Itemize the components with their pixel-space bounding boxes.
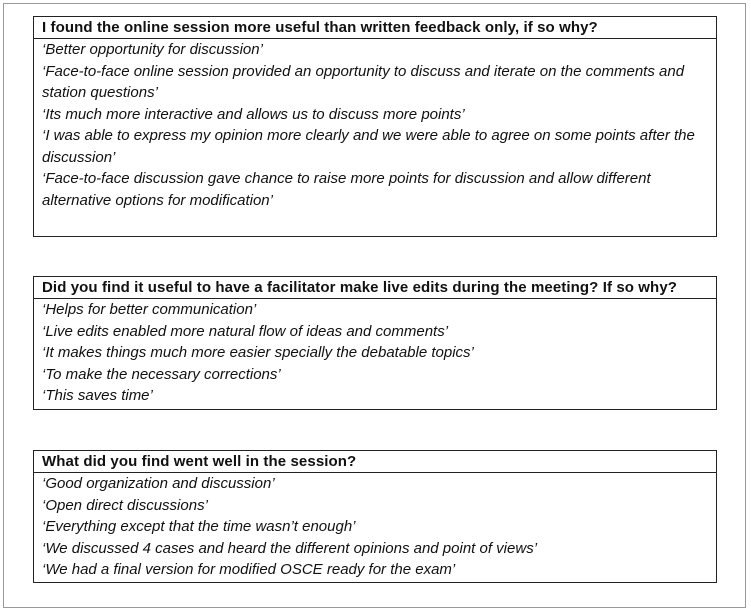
response-list [34,39,716,211]
response-item: ‘Its much more interactive and allows us to discuss more points’ [42,105,465,123]
question-heading: What did you find went well in the session? [34,451,716,473]
question-box-went-well [33,450,717,583]
response-item: ‘We had a final version for modified OSCE ready for the exam’ [42,561,456,578]
response-item: ‘To make the necessary corrections’ [42,365,281,383]
response-item: ‘Face-to-face online session provided an opportunity to discuss and iterate on the comments and station questions’ [42,62,685,101]
response-item: ‘Good organization and discussion’ [42,475,275,492]
response-list [34,473,716,581]
response-item: ‘Better opportunity for discussion’ [42,41,263,58]
response-item: ‘Everything except that the time wasn’t enough’ [42,518,356,535]
response-item: ‘Face-to-face discussion gave chance to raise more points for discussion and allow different alternative options for modification’ [42,170,651,209]
response-item: ‘Open direct discussions’ [42,496,208,514]
response-list [34,299,716,407]
question-heading: Did you find it useful to have a facilitator make live edits during the meeting? If so why? [34,277,716,299]
response-item: ‘Live edits enabled more natural flow of ideas and comments’ [42,322,449,340]
question-heading: I found the online session more useful than written feedback only, if so why? [34,17,716,39]
response-item: ‘It makes things much more easier specially the debatable topics’ [42,344,474,361]
response-item: ‘Helps for better communication’ [42,301,257,318]
question-box-online-session [33,16,717,237]
response-item: ‘This saves time’ [42,387,153,404]
response-item: ‘We discussed 4 cases and heard the different opinions and point of views’ [42,539,538,557]
response-item: ‘I was able to express my opinion more clearly and we were able to agree on some points after the discussion’ [42,127,695,166]
question-box-live-edits [33,276,717,410]
